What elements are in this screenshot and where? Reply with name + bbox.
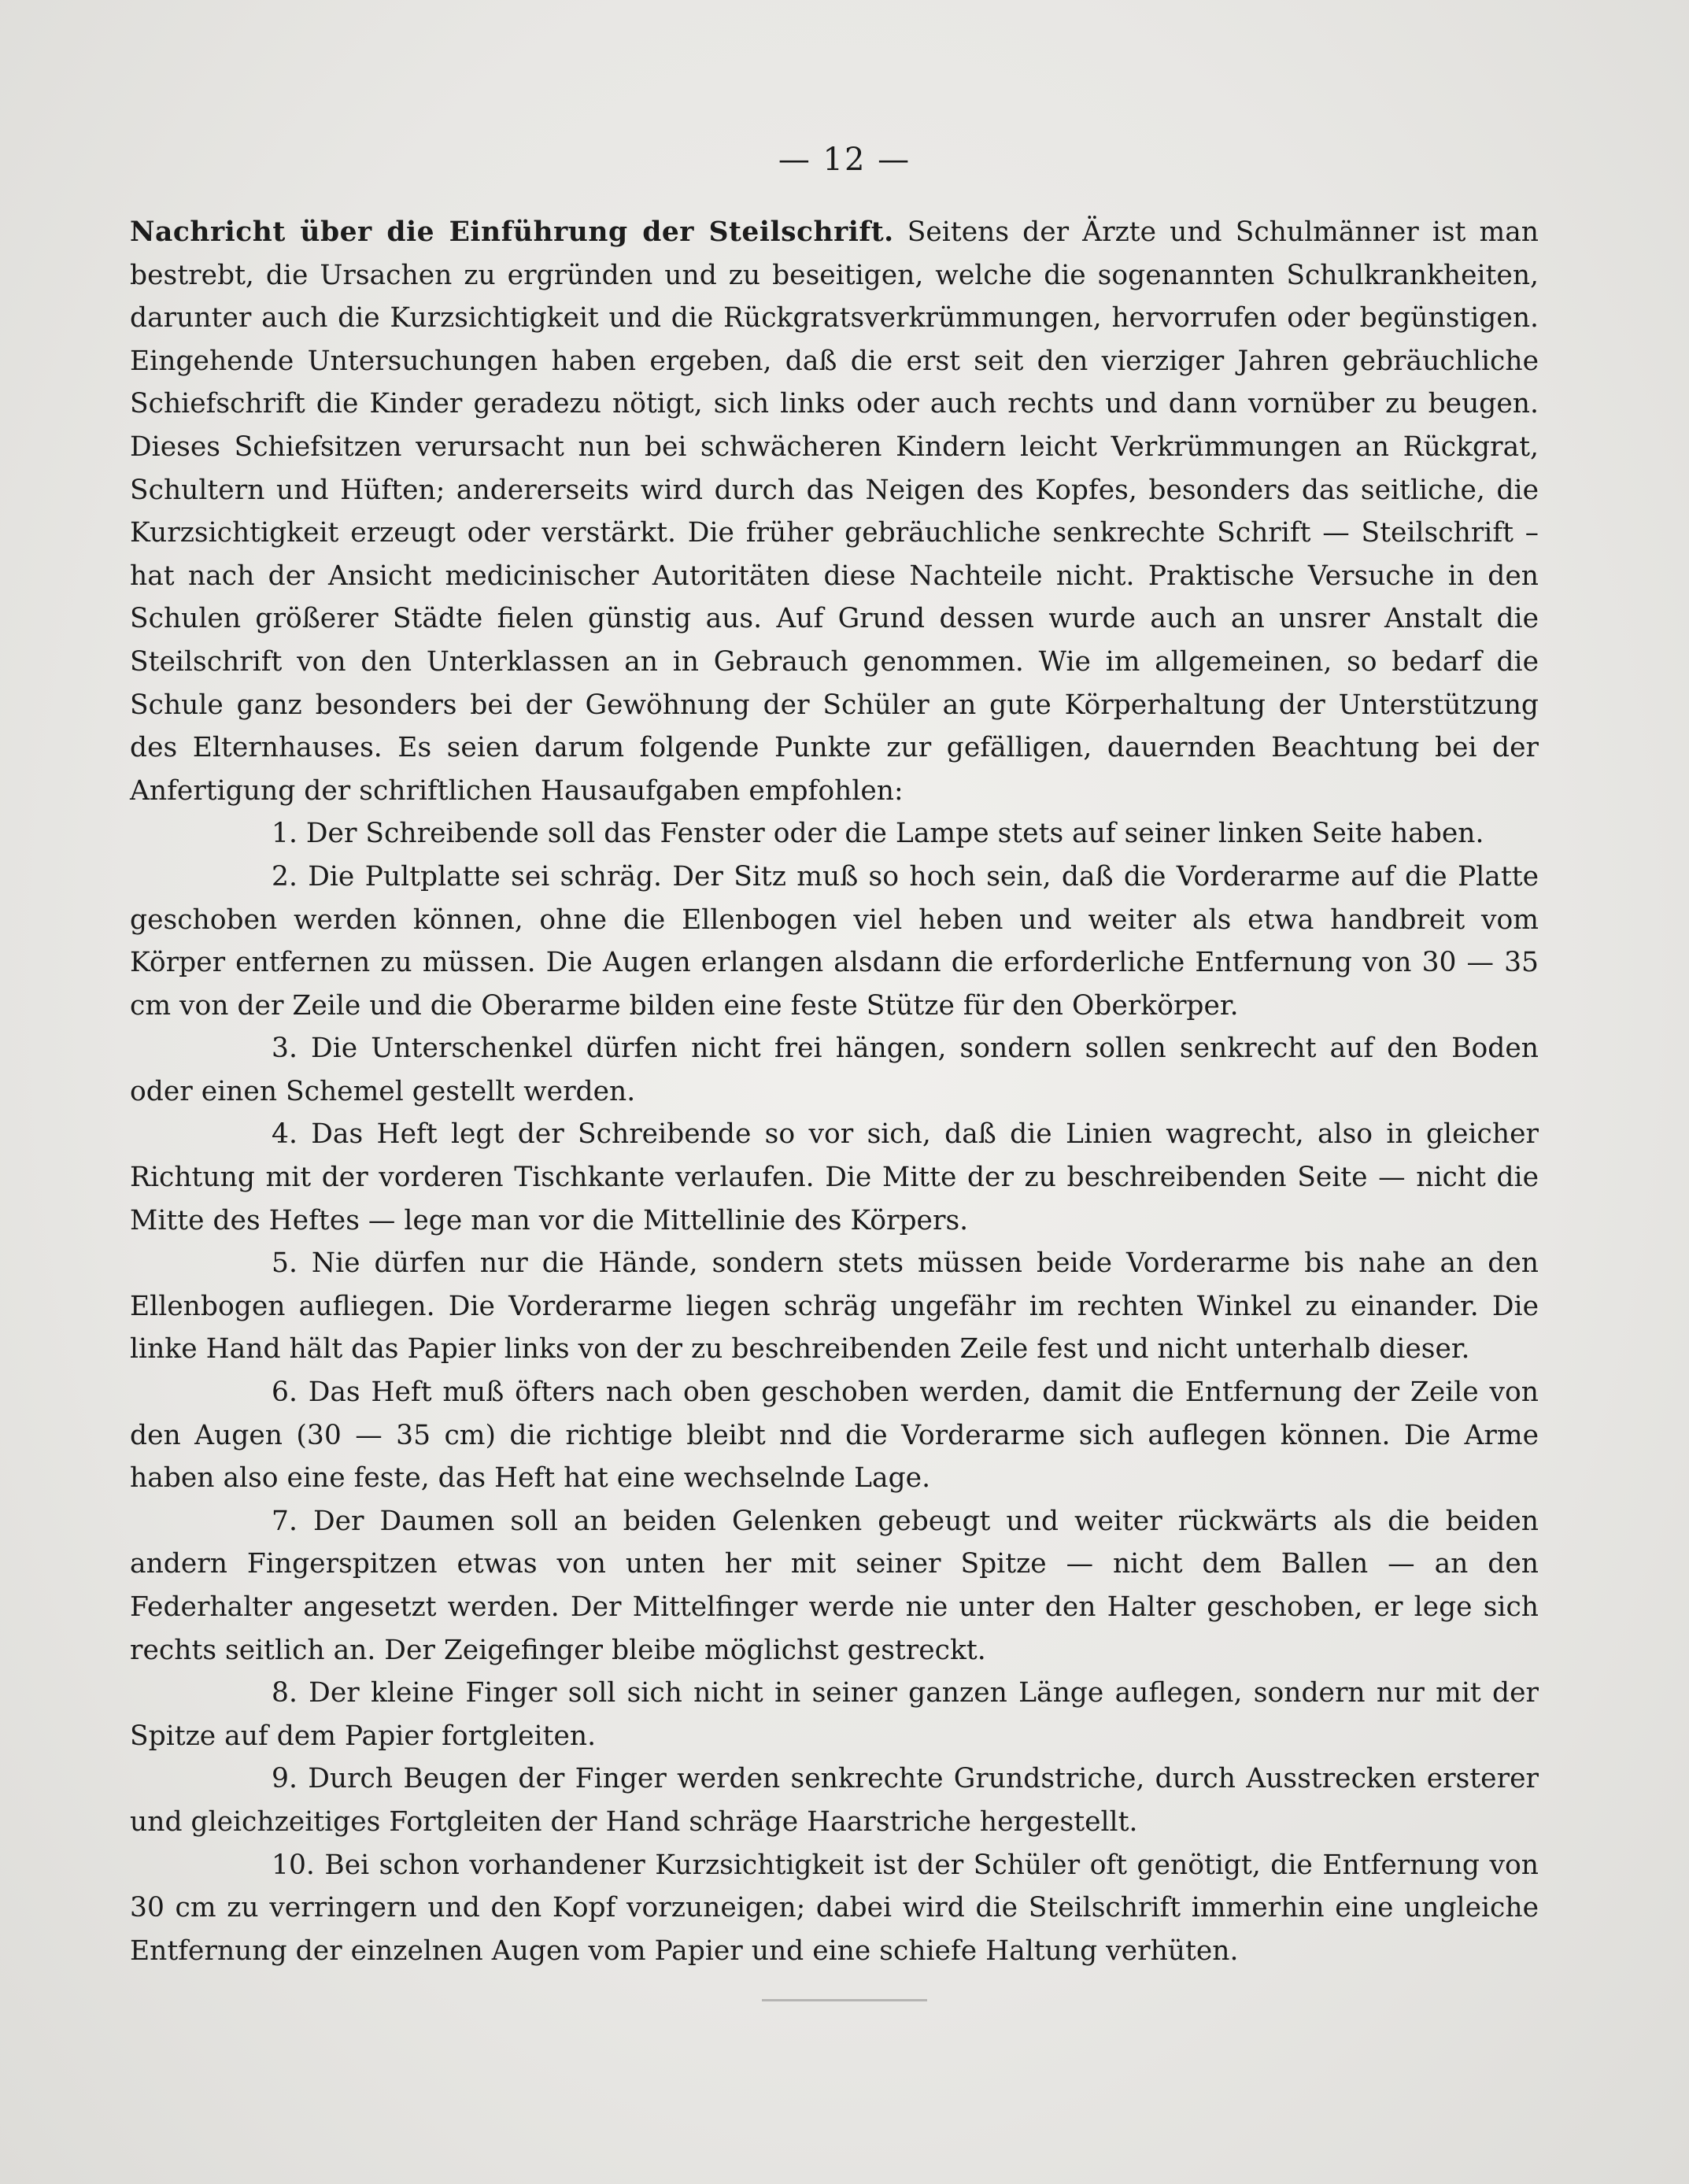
page-number: — 12 — <box>778 142 911 178</box>
section-heading: Nachricht über die Einführung der Steilschrift. <box>130 216 894 248</box>
list-item: 7. Der Daumen soll an beiden Gelenken gebeugt und weiter rückwärts als die beiden andern Fingerspitzen etwas von unten her mit seiner Spitze — nicht dem Ballen — an den Federhalter angesetzt werden. Der Mittelfinger werde nie unter den Halter geschoben, er lege sich rechts seitlich an. Der Zeigefinger bleibe möglichst gestreckt. <box>130 1505 1539 1666</box>
intro-text: Seitens der Ärzte und Schulmänner ist man bestrebt, die Ursachen zu ergründen und zu beseitigen, welche die sogenannten Schulkrankheiten, darunter auch die Kurzsichtigkeit und die Rückgratsverkrümmungen, hervorrufen oder begünstigen. Eingehende Untersuchungen haben ergeben, daß die erst seit den vierziger Jahren gebräuchliche Schiefschrift die Kinder geradezu nötigt, sich links oder auch rechts und dann vornüber zu beugen. Dieses Schiefsitzen verursacht nun bei schwächeren Kindern leicht Verkrümmungen an Rückgrat, Schultern und Hüften; andererseits wird durch das Neigen des Kopfes, besonders das seitliche, die Kurzsichtigkeit erzeugt oder verstärkt. Die früher gebräuchliche senkrechte Schrift — Steilschrift – hat nach der Ansicht medicinischer Autoritäten diese Nachteile nicht. Praktische Versuche in den Schulen größerer Städte fielen günstig aus. Auf Grund dessen wurde auch an unsrer Anstalt die Steilschrift von den Unterklassen an in Gebrauch genommen. Wie im allgemeinen, so bedarf die Schule ganz besonders bei der Gewöhnung der Schüler an gute Körperhaltung der Unterstützung des Elternhauses. Es seien darum folgende Punkte zur gefälligen, dauernden Beachtung bei der Anfertigung der schriftlichen Hausaufgaben empfohlen: <box>130 216 1539 807</box>
list-item: 2. Die Pultplatte sei schräg. Der Sitz muß so hoch sein, daß die Vorderarme auf die Platte geschoben werden können, ohne die Ellenbogen viel heben und weiter als etwa handbreit vom Körper entfernen zu müssen. Die Augen erlangen alsdann die erforderliche Entfernung von 30 — 35 cm von der Zeile und die Oberarme bilden eine feste Stütze für den Oberkörper. <box>130 860 1539 1022</box>
footer-rule <box>762 1999 927 2001</box>
list-item: 3. Die Unterschenkel dürfen nicht frei hängen, sondern sollen senkrecht auf den Boden oder einen Schemel gestellt werden. <box>130 1033 1539 1107</box>
list-item: 6. Das Heft muß öfters nach oben geschoben werden, damit die Entfernung der Zeile von den Augen (30 — 35 cm) die richtige bleibt nnd die Vorderarme sich auflegen können. Die Arme haben also eine feste, das Heft hat eine wechselnde Lage. <box>130 1377 1539 1495</box>
list-item: 5. Nie dürfen nur die Hände, sondern stets müssen beide Vorderarme bis nahe an den Ellenbogen aufliegen. Die Vorderarme liegen schräg ungefähr im rechten Winkel zu einander. Die linke Hand hält das Papier links von der zu beschreibenden Zeile fest und nicht unterhalb dieser. <box>130 1247 1539 1365</box>
body-text <box>130 211 1539 1972</box>
list-item: 1. Der Schreibende soll das Fenster oder die Lampe stets auf seiner linken Seite haben. <box>272 818 1484 850</box>
list-item: 8. Der kleine Finger soll sich nicht in seiner ganzen Länge auflegen, sondern nur mit der Spitze auf dem Papier fortgleiten. <box>130 1677 1539 1752</box>
list-item: 9. Durch Beugen der Finger werden senkrechte Grundstriche, durch Ausstrecken ersterer und gleichzeitiges Fortgleiten der Hand schräge Haarstriche hergestellt. <box>130 1763 1539 1838</box>
list-item: 10. Bei schon vorhandener Kurzsichtigkeit ist der Schüler oft genötigt, die Entfernung von 30 cm zu verringern und den Kopf vorzuneigen; dabei wird die Steilschrift immerhin eine ungleiche Entfernung der einzelnen Augen vom Papier und eine schiefe Haltung verhüten. <box>130 1849 1539 1967</box>
list-item: 4. Das Heft legt der Schreibende so vor sich, daß die Linien wagrecht, also in gleicher Richtung mit der vorderen Tischkante verlaufen. Die Mitte der zu beschreibenden Seite — nicht die Mitte des Heftes — lege man vor die Mittellinie des Körpers. <box>130 1118 1539 1236</box>
intro-paragraph <box>130 211 1539 812</box>
